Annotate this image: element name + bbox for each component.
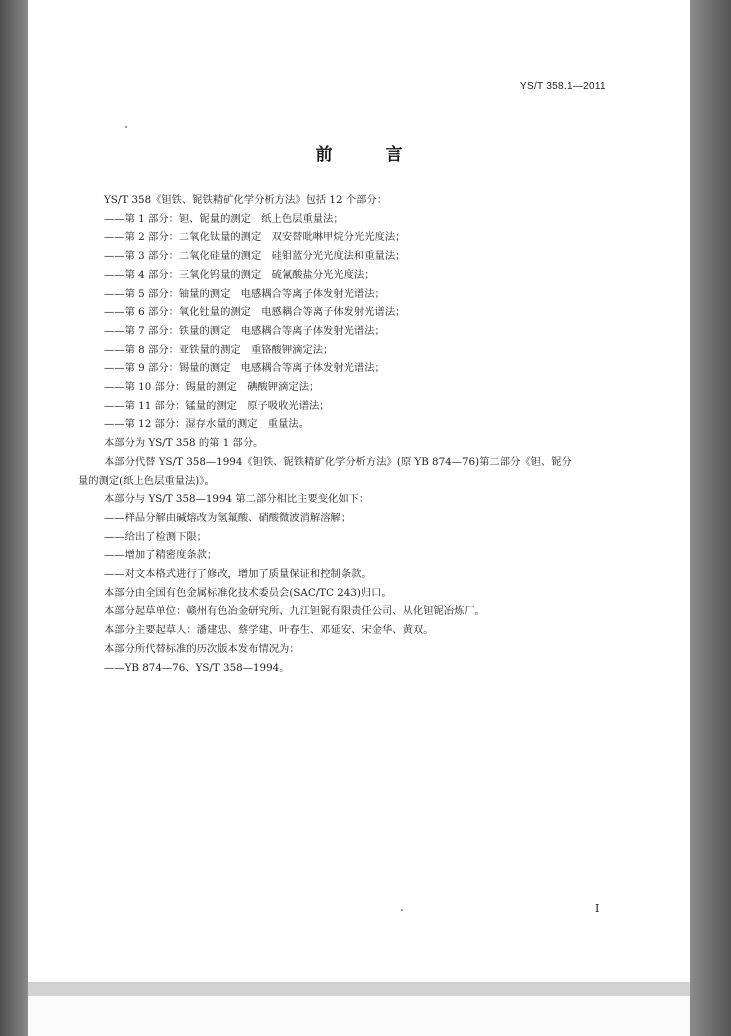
- list-item: ——给出了检测下限；: [104, 530, 207, 543]
- list-item: ——第 3 部分：二氧化硅量的测定 硅钼蓝分光光度法和重量法；: [104, 250, 406, 263]
- list-item: ——第 10 部分：锡量的测定 碘酸钾滴定法；: [104, 381, 320, 394]
- scan-speck: [401, 909, 403, 911]
- list-item: ——第 12 部分：湿存水量的测定 重量法。: [104, 418, 309, 431]
- list-item: ——YB 874—76、YS/T 358—1994。: [104, 661, 290, 674]
- list-item: ——第 11 部分：锰量的测定 原子吸收光谱法；: [104, 399, 330, 412]
- page-number: I: [595, 902, 600, 915]
- list-item: ——第 2 部分：二氧化钛量的测定 双安替吡啉甲烷分光光度法；: [104, 231, 406, 244]
- list-item: ——第 1 部分：钽、铌量的测定 纸上色层重量法；: [104, 212, 344, 225]
- paragraph-line: 本部分所代替标准的历次版本发布情况为：: [104, 642, 300, 655]
- standard-code: YS/T 358.1—2011: [520, 81, 606, 92]
- list-item: ——第 7 部分：铁量的测定 电感耦合等离子体发射光谱法；: [104, 324, 385, 337]
- paragraph-line: 本部分与 YS/T 358—1994 第二部分相比主要变化如下：: [104, 493, 370, 506]
- scan-speck: [125, 126, 127, 128]
- foreword-body: [78, 191, 638, 677]
- list-item: ——对文本格式进行了修改，增加了质量保证和控制条款。: [104, 568, 372, 581]
- paragraph-line: 本部分起草单位：赣州有色冶金研究所、九江钽铌有限责任公司、从化钽铌冶炼厂。: [104, 605, 485, 618]
- next-page-edge: [28, 996, 690, 1036]
- paragraph-line: YS/T 358《钽铁、铌铁精矿化学分析方法》包括 12 个部分：: [104, 194, 387, 206]
- page-title: 前 言: [315, 145, 421, 165]
- list-item: ——第 4 部分：三氧化钨量的测定 硫氰酸盐分光光度法；: [104, 268, 375, 281]
- list-item: ——第 5 部分：铀量的测定 电感耦合等离子体发射光谱法；: [104, 287, 385, 300]
- paragraph-line: 量的测定(纸上色层重量法)》。: [78, 474, 215, 487]
- list-item: ——第 6 部分：氧化钍量的测定 电感耦合等离子体发射光谱法；: [104, 306, 406, 319]
- list-item: ——第 8 部分：亚铁量的测定 重铬酸钾滴定法；: [104, 343, 334, 356]
- paragraph-line: 本部分代替 YS/T 358—1994《钽铁、铌铁精矿化学分析方法》(原 YB 874—76)第二部分《钽、铌分: [104, 455, 572, 468]
- list-item: ——样品分解由碱熔改为氢氟酸、硝酸微波消解溶解；: [104, 511, 352, 524]
- paragraph-line: 本部分为 YS/T 358 的第 1 部分。: [104, 437, 264, 450]
- paragraph-line: 本部分由全国有色金属标准化技术委员会(SAC/TC 243)归口。: [104, 586, 392, 599]
- document-page: [28, 0, 690, 982]
- list-item: ——第 9 部分：锡量的测定 电感耦合等离子体发射光谱法；: [104, 362, 385, 375]
- paragraph-line: 本部分主要起草人：潘建忠、蔡学建、叶春生、邓延安、宋金华、黄双。: [104, 624, 434, 637]
- list-item: ——增加了精密度条款；: [104, 549, 218, 562]
